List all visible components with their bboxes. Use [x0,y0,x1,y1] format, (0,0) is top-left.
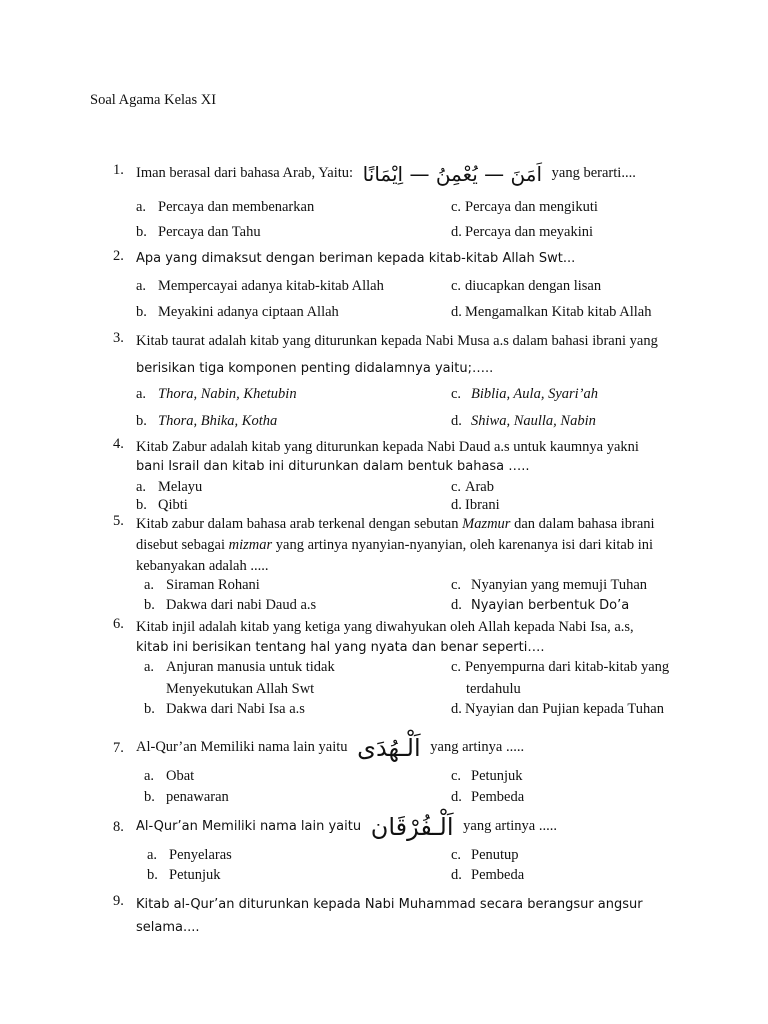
arabic-text: اَمَنَ — يُعْمِنُ — اِيْمَانًا [362,161,543,186]
option-b: b. penawaran [144,789,229,805]
option-c: c. Penyempurna dari kitab-kitab yang [451,659,670,675]
option-d: d. Mengamalkan Kitab kitab Allah [451,304,652,320]
question-number: 9. [113,893,124,909]
question-line: Kitab zabur dalam bahasa arab terkenal dengan sebutan Mazmur dan dalam bahasa ibrani [136,516,655,532]
option-c: c. Biblia, Aula, Syari’ah [451,386,599,402]
question-text [136,330,684,380]
option-a: a. Mempercayai adanya kitab-kitab Allah [136,278,384,294]
question-number: 6. [113,616,124,632]
option-b: b. Meyakini adanya ciptaan Allah [136,304,339,320]
option-b: b. Dakwa dari nabi Daud a.s [144,597,317,613]
option-a: a. Anjuran manusia untuk tidak [144,659,335,675]
option-d: d. Pembeda [451,867,525,883]
question-number: 5. [113,513,124,529]
option-a: a. Penyelaras [147,847,232,863]
question-text: Apa yang dimaksut dengan beriman kepada kitab-kitab Allah Swt... [136,251,576,266]
option-d: d. Nyayian berbentuk Do’a [451,597,630,613]
option-c: c. Arab [451,479,494,495]
question-line: berisikan tiga komponen penting didalamnya yaitu;….. [136,361,494,376]
question-line: kitab ini berisikan tentang hal yang nyata dan benar seperti…. [136,640,545,655]
option-c: c. diucapkan dengan lisan [451,278,602,294]
question-text [136,162,684,185]
question-text: Al-Qur’an Memiliki nama lain yaitu اَلْـهُدَى yang artinya ..... [136,733,525,762]
question-line: Kitab Zabur adalah kitab yang diturunkan kepada Nabi Daud a.s untuk kaumnya yakni [136,439,639,455]
question-line: Kitab injil adalah kitab yang ketiga yang diwahyukan oleh Allah kepada Nabi Isa, a.s, [136,619,634,635]
option-d: d. Pembeda [451,789,525,805]
option-a: a. Melayu [136,479,203,495]
question-line: disebut sebagai mizmar yang artinya nyanyian-nyanyian, oleh karenanya isi dari kitab ini [136,537,654,553]
option-c: c. Nyanyian yang memuji Tuhan [451,577,648,593]
option-a: a. Percaya dan membenarkan [136,199,315,215]
option-a: a. Siraman Rohani [144,577,260,593]
question-text: Al-Qur’an Memiliki nama lain yaitu اَلْـفُرْقَان yang artinya ..... [136,812,557,841]
option-b: b. Qibti [136,497,188,513]
question-text: Kitab al-Qur’an diturunkan kepada Nabi Muhammad secara berangsur angsur selama.... [136,897,643,935]
option-a-continued: Menyekutukan Allah Swt [166,681,315,697]
question-number: 1. [113,162,124,178]
question-text [136,513,684,577]
option-c: c. Penutup [451,847,519,863]
question-line: bani Israil dan kitab ini diturunkan dalam bentuk bahasa ….. [136,459,530,474]
option-b: b. Percaya dan Tahu [136,224,261,240]
option-c-continued: terdahulu [466,681,521,697]
option-a: a. Obat [144,768,195,784]
option-d: d. Nyayian dan Pujian kepada Tuhan [451,701,664,717]
question-number: 7. [113,740,124,756]
question-text-post: yang berarti.... [551,165,636,181]
option-b: b. Dakwa dari Nabi Isa a.s [144,701,305,717]
question-text [136,436,684,478]
question-text-pre: Iman berasal dari bahasa Arab, Yaitu: [136,165,354,181]
arabic-text: اَلْـهُدَى [357,733,421,762]
option-c: c. Petunjuk [451,768,523,784]
document-title: Soal Agama Kelas XI [90,92,217,108]
option-d: d. Shiwa, Naulla, Nabin [451,413,596,429]
option-d: d. Ibrani [451,497,500,513]
question-number: 2. [113,248,124,264]
question-line: Kitab taurat adalah kitab yang diturunkan kepada Nabi Musa a.s dalam bahasi ibrani yang [136,333,658,349]
option-b: b. Petunjuk [147,867,221,883]
question-number: 3. [113,330,124,346]
question-number: 8. [113,819,124,835]
option-b: b. Thora, Bhika, Kotha [136,413,278,429]
question-text [136,616,684,659]
option-c: c. Percaya dan mengikuti [451,199,598,215]
arabic-text: اَلْـفُرْقَان [370,812,454,841]
option-d: d. Percaya dan meyakini [451,224,594,240]
option-a: a. Thora, Nabin, Khetubin [136,386,297,402]
question-number: 4. [113,436,124,452]
question-line: kebanyakan adalah ..... [136,558,269,574]
